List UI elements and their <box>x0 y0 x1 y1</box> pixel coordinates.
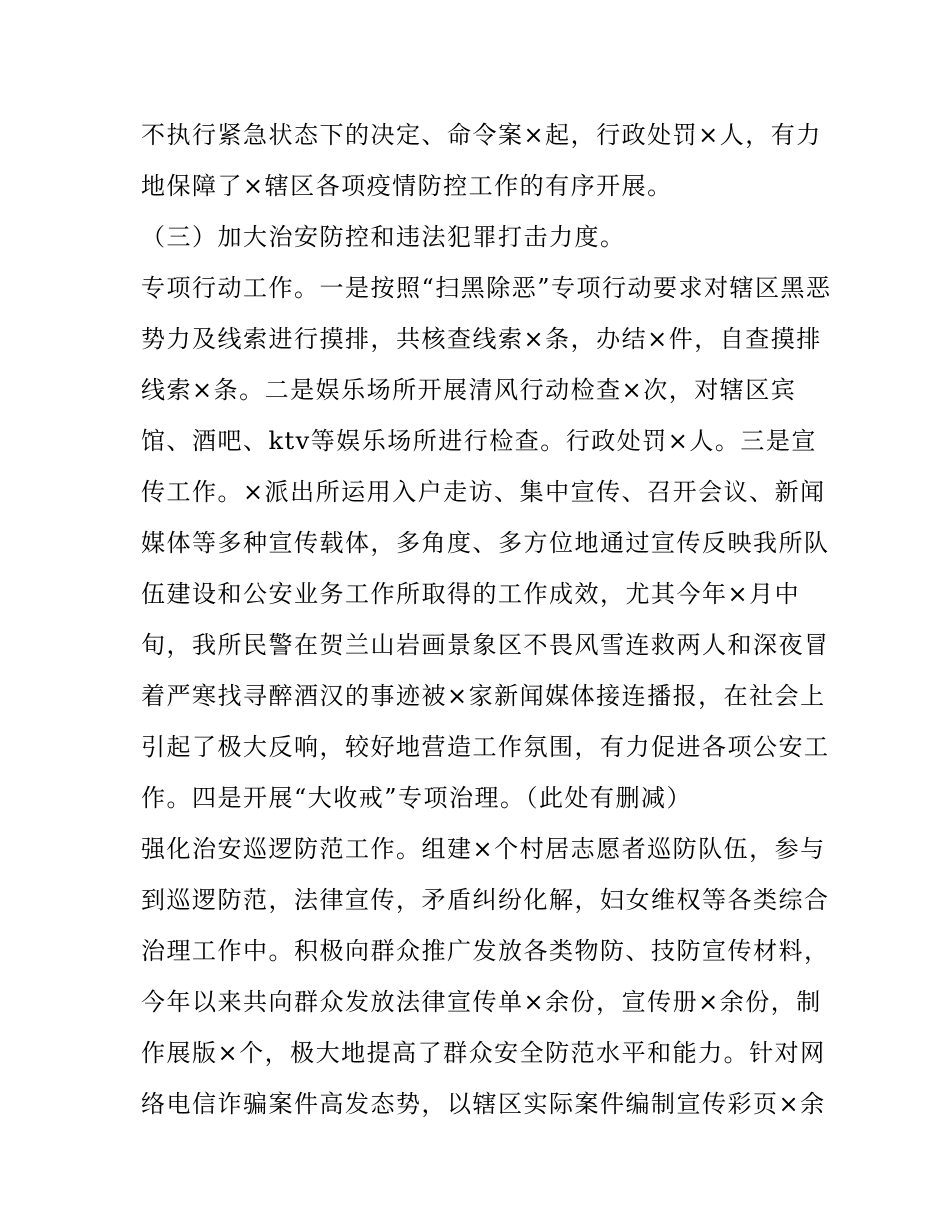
text-line: 专项行动工作。一是按照“扫黑除恶”专项行动要求对辖区黑恶 <box>141 274 832 302</box>
text-line: 引起了极大反响，较好地营造工作氛围，有力促进各项公安工 <box>141 733 830 761</box>
text-line: 作展版×个，极大地提高了群众安全防范水平和能力。针对网 <box>141 1039 826 1067</box>
text-line: 旬，我所民警在贺兰山岩画景象区不畏风雪连救两人和深夜冒 <box>141 631 830 659</box>
text-line: 媒体等多种宣传载体，多角度、多方位地通过宣传反映我所队 <box>141 529 830 557</box>
section-heading: （三）加大治安防控和违法犯罪打击力度。 <box>141 223 626 251</box>
text-line: 地保障了×辖区各项疫情防控工作的有序开展。 <box>141 172 673 200</box>
text-line: 到巡逻防范，法律宣传，矛盾纠纷化解，妇女维权等各类综合 <box>141 886 830 914</box>
text-line: 作。四是开展“大收戒”专项治理。（此处有删减） <box>141 784 693 812</box>
text-line: 传工作。×派出所运用入户走访、集中宣传、召开会议、新闻 <box>141 478 826 506</box>
text-line: 线索×条。二是娱乐场所开展清风行动检查×次，对辖区宾 <box>141 376 797 404</box>
text-line: 着严寒找寻醉酒汉的事迹被×家新闻媒体接连播报，在社会上 <box>141 682 826 710</box>
text-line: 今年以来共向群众发放法律宣传单×余份，宣传册×余份，制 <box>141 988 822 1016</box>
text-line: 势力及线索进行摸排，共核查线索×条，办结×件，自查摸排 <box>141 325 822 353</box>
text-line: 强化治安巡逻防范工作。组建×个村居志愿者巡防队伍，参与 <box>141 835 826 863</box>
text-line: 馆、酒吧、ktv等娱乐场所进行检查。行政处罚×人。三是宣 <box>141 427 817 455</box>
text-line: 络电信诈骗案件高发态势，以辖区实际案件编制宣传彩页×余 <box>141 1090 826 1118</box>
document-body <box>141 110 831 1130</box>
text-line: 不执行紧急状态下的决定、命令案×起，行政处罚×人，有力 <box>141 121 822 149</box>
text-line: 伍建设和公安业务工作所取得的工作成效，尤其今年×月中 <box>141 580 801 608</box>
text-line: 治理工作中。积极向群众推广发放各类物防、技防宣传材料， <box>141 937 830 965</box>
